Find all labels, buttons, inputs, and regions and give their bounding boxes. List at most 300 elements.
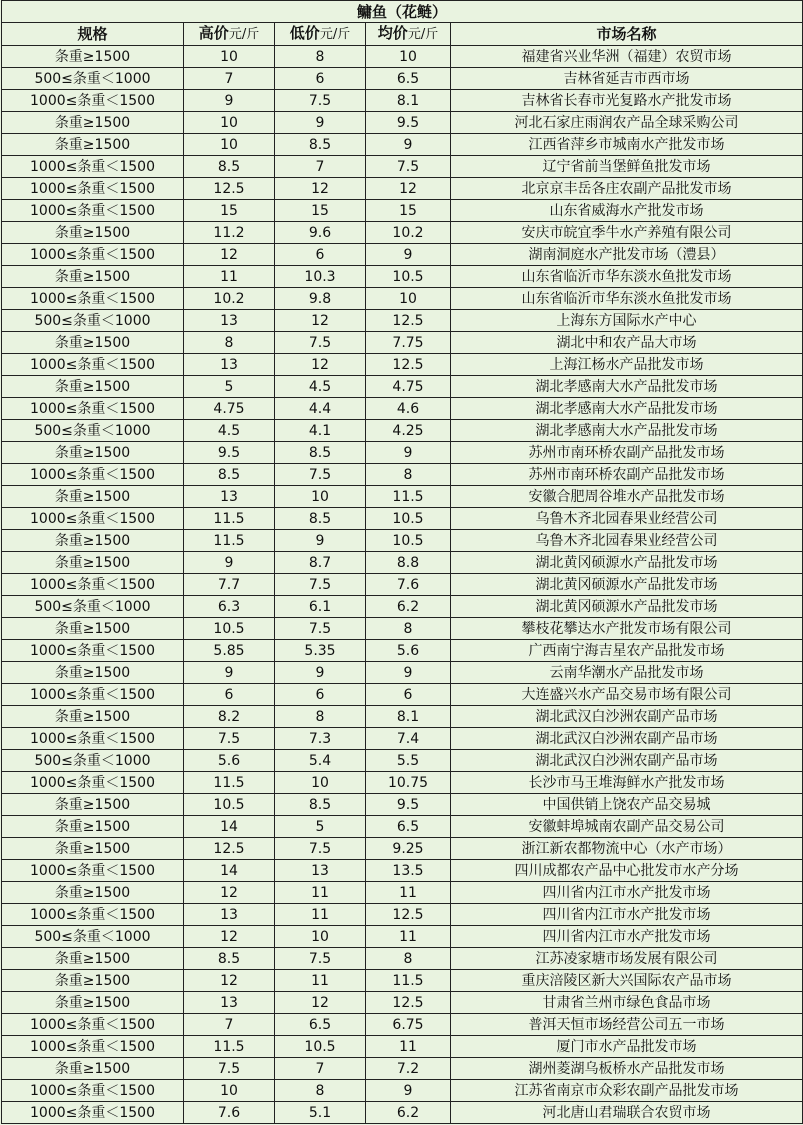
table-row bbox=[2, 992, 803, 1014]
table-row bbox=[2, 178, 803, 200]
header-high-label: 高价 bbox=[198, 24, 229, 42]
cell-market: 云南华潮水产品批发市场 bbox=[451, 662, 803, 684]
cell-avg-price: 11.5 bbox=[366, 970, 451, 992]
cell-market: 普洱天恒市场经营公司五一市场 bbox=[451, 1014, 803, 1036]
cell-market: 江苏凌家塘市场发展有限公司 bbox=[451, 948, 803, 970]
cell-avg-price: 9.5 bbox=[366, 794, 451, 816]
table-row bbox=[2, 68, 803, 90]
cell-low-price: 9 bbox=[275, 112, 366, 134]
cell-avg-price: 6.5 bbox=[366, 816, 451, 838]
table-row bbox=[2, 596, 803, 618]
cell-spec: 1000≤条重＜1500 bbox=[2, 354, 184, 376]
cell-spec: 1000≤条重＜1500 bbox=[2, 156, 184, 178]
cell-high-price: 11 bbox=[184, 266, 275, 288]
cell-spec: 500≤条重＜1000 bbox=[2, 310, 184, 332]
cell-low-price: 6 bbox=[275, 244, 366, 266]
cell-avg-price: 5.5 bbox=[366, 750, 451, 772]
header-low-unit: 元/斤 bbox=[319, 27, 351, 42]
cell-spec: 1000≤条重＜1500 bbox=[2, 178, 184, 200]
cell-market: 湖南洞庭水产批发市场（澧县） bbox=[451, 244, 803, 266]
cell-market: 上海东方国际水产中心 bbox=[451, 310, 803, 332]
table-row bbox=[2, 222, 803, 244]
cell-market: 厦门市水产品批发市场 bbox=[451, 1036, 803, 1058]
cell-avg-price: 7.5 bbox=[366, 156, 451, 178]
table-row bbox=[2, 244, 803, 266]
cell-low-price: 7.5 bbox=[275, 464, 366, 486]
cell-low-price: 6 bbox=[275, 684, 366, 706]
cell-spec: 条重≥1500 bbox=[2, 794, 184, 816]
table-row bbox=[2, 948, 803, 970]
table-row bbox=[2, 112, 803, 134]
cell-market: 福建省兴业华洲（福建）农贸市场 bbox=[451, 46, 803, 68]
cell-low-price: 4.5 bbox=[275, 376, 366, 398]
cell-high-price: 10.5 bbox=[184, 618, 275, 640]
cell-high-price: 8 bbox=[184, 332, 275, 354]
cell-low-price: 12 bbox=[275, 354, 366, 376]
cell-avg-price: 4.25 bbox=[366, 420, 451, 442]
table-row bbox=[2, 574, 803, 596]
cell-low-price: 8 bbox=[275, 706, 366, 728]
header-avg-label: 均价 bbox=[377, 24, 408, 42]
header-spec: 规格 bbox=[2, 23, 184, 46]
cell-market: 湖北孝感南大水产品批发市场 bbox=[451, 398, 803, 420]
cell-low-price: 7.5 bbox=[275, 618, 366, 640]
cell-avg-price: 7.4 bbox=[366, 728, 451, 750]
cell-low-price: 10.3 bbox=[275, 266, 366, 288]
cell-avg-price: 9.5 bbox=[366, 112, 451, 134]
cell-avg-price: 10 bbox=[366, 46, 451, 68]
cell-low-price: 7.5 bbox=[275, 332, 366, 354]
cell-low-price: 10 bbox=[275, 486, 366, 508]
cell-high-price: 12 bbox=[184, 926, 275, 948]
cell-avg-price: 11 bbox=[366, 882, 451, 904]
header-low-label: 低价 bbox=[289, 24, 320, 42]
cell-high-price: 12.5 bbox=[184, 178, 275, 200]
cell-avg-price: 7.75 bbox=[366, 332, 451, 354]
cell-avg-price: 6.5 bbox=[366, 68, 451, 90]
cell-high-price: 6.3 bbox=[184, 596, 275, 618]
cell-avg-price: 7.6 bbox=[366, 574, 451, 596]
table-row bbox=[2, 728, 803, 750]
table-row bbox=[2, 420, 803, 442]
cell-market: 江苏省南京市众彩农副产品批发市场 bbox=[451, 1080, 803, 1102]
cell-spec: 1000≤条重＜1500 bbox=[2, 398, 184, 420]
cell-low-price: 8.5 bbox=[275, 134, 366, 156]
cell-high-price: 10 bbox=[184, 134, 275, 156]
cell-spec: 条重≥1500 bbox=[2, 618, 184, 640]
cell-spec: 500≤条重＜1000 bbox=[2, 596, 184, 618]
cell-spec: 条重≥1500 bbox=[2, 486, 184, 508]
cell-avg-price: 10.5 bbox=[366, 530, 451, 552]
cell-market: 山东省临沂市华东淡水鱼批发市场 bbox=[451, 266, 803, 288]
cell-avg-price: 9 bbox=[366, 1080, 451, 1102]
cell-spec: 1000≤条重＜1500 bbox=[2, 1102, 184, 1124]
cell-low-price: 12 bbox=[275, 992, 366, 1014]
cell-low-price: 12 bbox=[275, 178, 366, 200]
cell-high-price: 11.5 bbox=[184, 1036, 275, 1058]
cell-high-price: 7.5 bbox=[184, 728, 275, 750]
cell-spec: 500≤条重＜1000 bbox=[2, 420, 184, 442]
cell-high-price: 10.5 bbox=[184, 794, 275, 816]
cell-avg-price: 9 bbox=[366, 244, 451, 266]
table-row bbox=[2, 794, 803, 816]
cell-spec: 1000≤条重＜1500 bbox=[2, 772, 184, 794]
cell-high-price: 7.7 bbox=[184, 574, 275, 596]
cell-spec: 条重≥1500 bbox=[2, 816, 184, 838]
cell-low-price: 6 bbox=[275, 68, 366, 90]
cell-low-price: 8.5 bbox=[275, 442, 366, 464]
table-row bbox=[2, 530, 803, 552]
cell-high-price: 12 bbox=[184, 244, 275, 266]
cell-low-price: 15 bbox=[275, 200, 366, 222]
cell-high-price: 11.5 bbox=[184, 772, 275, 794]
cell-high-price: 14 bbox=[184, 816, 275, 838]
cell-spec: 条重≥1500 bbox=[2, 134, 184, 156]
cell-market: 吉林省长春市光复路水产批发市场 bbox=[451, 90, 803, 112]
cell-low-price: 8 bbox=[275, 1080, 366, 1102]
cell-spec: 条重≥1500 bbox=[2, 1058, 184, 1080]
cell-low-price: 5 bbox=[275, 816, 366, 838]
table-row bbox=[2, 552, 803, 574]
cell-low-price: 8.5 bbox=[275, 508, 366, 530]
cell-high-price: 13 bbox=[184, 354, 275, 376]
cell-spec: 条重≥1500 bbox=[2, 442, 184, 464]
cell-avg-price: 8 bbox=[366, 948, 451, 970]
table-title: 鳙鱼（花鲢） bbox=[2, 1, 803, 23]
cell-avg-price: 10.2 bbox=[366, 222, 451, 244]
cell-high-price: 7 bbox=[184, 68, 275, 90]
cell-high-price: 11.2 bbox=[184, 222, 275, 244]
table-row bbox=[2, 134, 803, 156]
cell-avg-price: 11 bbox=[366, 926, 451, 948]
cell-market: 河北石家庄雨润农产品全球采购公司 bbox=[451, 112, 803, 134]
cell-avg-price: 15 bbox=[366, 200, 451, 222]
cell-low-price: 9.6 bbox=[275, 222, 366, 244]
table-row bbox=[2, 860, 803, 882]
cell-avg-price: 8.1 bbox=[366, 90, 451, 112]
cell-spec: 1000≤条重＜1500 bbox=[2, 684, 184, 706]
cell-market: 湖北武汉白沙洲农副产品市场 bbox=[451, 750, 803, 772]
cell-market: 甘肃省兰州市绿色食品市场 bbox=[451, 992, 803, 1014]
cell-market: 湖北武汉白沙洲农副产品市场 bbox=[451, 706, 803, 728]
table-row bbox=[2, 90, 803, 112]
cell-spec: 条重≥1500 bbox=[2, 948, 184, 970]
table-row bbox=[2, 288, 803, 310]
cell-spec: 1000≤条重＜1500 bbox=[2, 508, 184, 530]
table-row bbox=[2, 508, 803, 530]
cell-low-price: 9.8 bbox=[275, 288, 366, 310]
cell-market: 湖北孝感南大水产品批发市场 bbox=[451, 420, 803, 442]
cell-market: 山东省临沂市华东淡水鱼批发市场 bbox=[451, 288, 803, 310]
cell-low-price: 7.5 bbox=[275, 838, 366, 860]
header-low-price bbox=[275, 23, 366, 46]
cell-high-price: 9 bbox=[184, 90, 275, 112]
cell-market: 苏州市南环桥农副产品批发市场 bbox=[451, 464, 803, 486]
cell-spec: 条重≥1500 bbox=[2, 970, 184, 992]
table-row bbox=[2, 442, 803, 464]
cell-high-price: 12 bbox=[184, 970, 275, 992]
cell-market: 乌鲁木齐北园春果业经营公司 bbox=[451, 508, 803, 530]
cell-low-price: 6.5 bbox=[275, 1014, 366, 1036]
cell-high-price: 13 bbox=[184, 486, 275, 508]
cell-high-price: 10 bbox=[184, 112, 275, 134]
table-row bbox=[2, 882, 803, 904]
cell-spec: 条重≥1500 bbox=[2, 838, 184, 860]
cell-avg-price: 10.75 bbox=[366, 772, 451, 794]
cell-spec: 条重≥1500 bbox=[2, 376, 184, 398]
cell-market: 四川省内江市水产批发市场 bbox=[451, 904, 803, 926]
cell-market: 湖北中和农产品大市场 bbox=[451, 332, 803, 354]
table-row bbox=[2, 1080, 803, 1102]
cell-spec: 条重≥1500 bbox=[2, 662, 184, 684]
table-row bbox=[2, 772, 803, 794]
cell-low-price: 13 bbox=[275, 860, 366, 882]
cell-high-price: 11.5 bbox=[184, 508, 275, 530]
table-row bbox=[2, 332, 803, 354]
table-row bbox=[2, 310, 803, 332]
header-avg-unit: 元/斤 bbox=[407, 27, 439, 42]
cell-market: 湖北孝感南大水产品批发市场 bbox=[451, 376, 803, 398]
cell-avg-price: 6.2 bbox=[366, 1102, 451, 1124]
cell-avg-price: 12 bbox=[366, 178, 451, 200]
cell-low-price: 6.1 bbox=[275, 596, 366, 618]
cell-high-price: 12.5 bbox=[184, 838, 275, 860]
cell-low-price: 9 bbox=[275, 662, 366, 684]
header-avg-price bbox=[366, 23, 451, 46]
cell-low-price: 5.4 bbox=[275, 750, 366, 772]
cell-low-price: 7 bbox=[275, 156, 366, 178]
table-row bbox=[2, 464, 803, 486]
cell-avg-price: 10.5 bbox=[366, 266, 451, 288]
cell-market: 四川省内江市水产批发市场 bbox=[451, 882, 803, 904]
cell-spec: 1000≤条重＜1500 bbox=[2, 90, 184, 112]
cell-avg-price: 13.5 bbox=[366, 860, 451, 882]
cell-high-price: 5.6 bbox=[184, 750, 275, 772]
cell-spec: 1000≤条重＜1500 bbox=[2, 244, 184, 266]
cell-high-price: 7.6 bbox=[184, 1102, 275, 1124]
cell-low-price: 4.1 bbox=[275, 420, 366, 442]
table-row bbox=[2, 750, 803, 772]
cell-avg-price: 8.8 bbox=[366, 552, 451, 574]
cell-avg-price: 8 bbox=[366, 464, 451, 486]
cell-market: 湖北黄冈硕源水产品批发市场 bbox=[451, 574, 803, 596]
cell-market: 北京京丰岳各庄农副产品批发市场 bbox=[451, 178, 803, 200]
cell-avg-price: 9 bbox=[366, 442, 451, 464]
cell-spec: 1000≤条重＜1500 bbox=[2, 904, 184, 926]
cell-avg-price: 11.5 bbox=[366, 486, 451, 508]
cell-low-price: 8 bbox=[275, 46, 366, 68]
table-row bbox=[2, 354, 803, 376]
cell-market: 苏州市南环桥农副产品批发市场 bbox=[451, 442, 803, 464]
cell-spec: 1000≤条重＜1500 bbox=[2, 728, 184, 750]
cell-high-price: 13 bbox=[184, 992, 275, 1014]
table-row bbox=[2, 376, 803, 398]
cell-low-price: 10 bbox=[275, 926, 366, 948]
cell-spec: 1000≤条重＜1500 bbox=[2, 1080, 184, 1102]
cell-market: 四川成都农产品中心批发市水产分场 bbox=[451, 860, 803, 882]
cell-low-price: 4.4 bbox=[275, 398, 366, 420]
cell-high-price: 4.75 bbox=[184, 398, 275, 420]
cell-market: 河北唐山君瑞联合农贸市场 bbox=[451, 1102, 803, 1124]
cell-high-price: 8.5 bbox=[184, 156, 275, 178]
cell-spec: 1000≤条重＜1500 bbox=[2, 1014, 184, 1036]
table-row bbox=[2, 662, 803, 684]
table-row bbox=[2, 970, 803, 992]
cell-spec: 500≤条重＜1000 bbox=[2, 926, 184, 948]
table-row bbox=[2, 1058, 803, 1080]
cell-avg-price: 4.75 bbox=[366, 376, 451, 398]
cell-high-price: 7 bbox=[184, 1014, 275, 1036]
cell-spec: 条重≥1500 bbox=[2, 882, 184, 904]
cell-market: 重庆涪陵区新大兴国际农产品市场 bbox=[451, 970, 803, 992]
cell-avg-price: 12.5 bbox=[366, 310, 451, 332]
cell-high-price: 9.5 bbox=[184, 442, 275, 464]
cell-high-price: 7.5 bbox=[184, 1058, 275, 1080]
cell-high-price: 13 bbox=[184, 904, 275, 926]
cell-market: 湖州菱湖乌板桥水产品批发市场 bbox=[451, 1058, 803, 1080]
table-row bbox=[2, 926, 803, 948]
cell-low-price: 7.5 bbox=[275, 90, 366, 112]
cell-high-price: 9 bbox=[184, 662, 275, 684]
table-row bbox=[2, 618, 803, 640]
cell-market: 大连盛兴水产品交易市场有限公司 bbox=[451, 684, 803, 706]
cell-low-price: 8.5 bbox=[275, 794, 366, 816]
cell-low-price: 10 bbox=[275, 772, 366, 794]
cell-spec: 500≤条重＜1000 bbox=[2, 68, 184, 90]
cell-avg-price: 8 bbox=[366, 618, 451, 640]
cell-avg-price: 9 bbox=[366, 134, 451, 156]
cell-spec: 1000≤条重＜1500 bbox=[2, 200, 184, 222]
cell-low-price: 5.35 bbox=[275, 640, 366, 662]
cell-low-price: 7.3 bbox=[275, 728, 366, 750]
table-row bbox=[2, 706, 803, 728]
cell-low-price: 11 bbox=[275, 970, 366, 992]
cell-avg-price: 11 bbox=[366, 1036, 451, 1058]
cell-market: 安庆市皖宜季牛水产养殖有限公司 bbox=[451, 222, 803, 244]
table-row bbox=[2, 46, 803, 68]
header-high-price bbox=[184, 23, 275, 46]
header-market: 市场名称 bbox=[451, 23, 803, 46]
cell-spec: 1000≤条重＜1500 bbox=[2, 288, 184, 310]
cell-avg-price: 10 bbox=[366, 288, 451, 310]
table-row bbox=[2, 156, 803, 178]
cell-avg-price: 6.75 bbox=[366, 1014, 451, 1036]
cell-market: 安徽蚌埠城南农副产品交易公司 bbox=[451, 816, 803, 838]
cell-market: 吉林省延吉市西市场 bbox=[451, 68, 803, 90]
table-row bbox=[2, 200, 803, 222]
cell-high-price: 9 bbox=[184, 552, 275, 574]
table-row bbox=[2, 398, 803, 420]
cell-avg-price: 12.5 bbox=[366, 992, 451, 1014]
table-row bbox=[2, 486, 803, 508]
cell-high-price: 5.85 bbox=[184, 640, 275, 662]
cell-spec: 条重≥1500 bbox=[2, 46, 184, 68]
table-row bbox=[2, 1014, 803, 1036]
cell-high-price: 5 bbox=[184, 376, 275, 398]
cell-avg-price: 7.2 bbox=[366, 1058, 451, 1080]
cell-market: 湖北黄冈硕源水产品批发市场 bbox=[451, 596, 803, 618]
cell-high-price: 15 bbox=[184, 200, 275, 222]
cell-low-price: 10.5 bbox=[275, 1036, 366, 1058]
cell-spec: 条重≥1500 bbox=[2, 266, 184, 288]
title-row bbox=[2, 1, 803, 23]
cell-avg-price: 4.6 bbox=[366, 398, 451, 420]
cell-spec: 条重≥1500 bbox=[2, 706, 184, 728]
cell-market: 广西南宁海吉星农产品批发市场 bbox=[451, 640, 803, 662]
cell-high-price: 8.5 bbox=[184, 948, 275, 970]
table-row bbox=[2, 684, 803, 706]
cell-market: 湖北黄冈硕源水产品批发市场 bbox=[451, 552, 803, 574]
cell-high-price: 11.5 bbox=[184, 530, 275, 552]
cell-spec: 1000≤条重＜1500 bbox=[2, 574, 184, 596]
cell-market: 长沙市马王堆海鲜水产批发市场 bbox=[451, 772, 803, 794]
cell-spec: 条重≥1500 bbox=[2, 992, 184, 1014]
cell-high-price: 4.5 bbox=[184, 420, 275, 442]
header-row bbox=[2, 23, 803, 46]
cell-high-price: 8.2 bbox=[184, 706, 275, 728]
cell-market: 辽宁省前当堡鲜鱼批发市场 bbox=[451, 156, 803, 178]
table-row bbox=[2, 1102, 803, 1124]
cell-spec: 1000≤条重＜1500 bbox=[2, 464, 184, 486]
cell-low-price: 11 bbox=[275, 882, 366, 904]
cell-spec: 1000≤条重＜1500 bbox=[2, 860, 184, 882]
cell-low-price: 7 bbox=[275, 1058, 366, 1080]
cell-market: 山东省威海水产批发市场 bbox=[451, 200, 803, 222]
cell-high-price: 10.2 bbox=[184, 288, 275, 310]
price-table bbox=[1, 0, 803, 1124]
cell-avg-price: 10.5 bbox=[366, 508, 451, 530]
cell-avg-price: 12.5 bbox=[366, 904, 451, 926]
table-row bbox=[2, 816, 803, 838]
cell-low-price: 5.1 bbox=[275, 1102, 366, 1124]
cell-spec: 1000≤条重＜1500 bbox=[2, 640, 184, 662]
header-high-unit: 元/斤 bbox=[228, 27, 260, 42]
cell-spec: 条重≥1500 bbox=[2, 530, 184, 552]
cell-market: 江西省萍乡市城南水产批发市场 bbox=[451, 134, 803, 156]
cell-high-price: 12 bbox=[184, 882, 275, 904]
cell-avg-price: 12.5 bbox=[366, 354, 451, 376]
cell-low-price: 7.5 bbox=[275, 948, 366, 970]
cell-spec: 条重≥1500 bbox=[2, 112, 184, 134]
table-row bbox=[2, 640, 803, 662]
cell-market: 安徽合肥周谷堆水产品批发市场 bbox=[451, 486, 803, 508]
cell-market: 四川省内江市水产批发市场 bbox=[451, 926, 803, 948]
cell-high-price: 10 bbox=[184, 46, 275, 68]
cell-spec: 条重≥1500 bbox=[2, 552, 184, 574]
table-row bbox=[2, 838, 803, 860]
cell-avg-price: 5.6 bbox=[366, 640, 451, 662]
cell-market: 上海江杨水产品批发市场 bbox=[451, 354, 803, 376]
cell-high-price: 8.5 bbox=[184, 464, 275, 486]
cell-high-price: 6 bbox=[184, 684, 275, 706]
cell-low-price: 9 bbox=[275, 530, 366, 552]
cell-market: 浙江新农都物流中心（水产市场） bbox=[451, 838, 803, 860]
cell-low-price: 12 bbox=[275, 310, 366, 332]
table-body bbox=[2, 46, 803, 1124]
cell-avg-price: 9 bbox=[366, 662, 451, 684]
cell-market: 中国供销上饶农产品交易城 bbox=[451, 794, 803, 816]
cell-high-price: 14 bbox=[184, 860, 275, 882]
cell-avg-price: 9.25 bbox=[366, 838, 451, 860]
cell-avg-price: 8.1 bbox=[366, 706, 451, 728]
cell-avg-price: 6 bbox=[366, 684, 451, 706]
table-row bbox=[2, 904, 803, 926]
cell-spec: 1000≤条重＜1500 bbox=[2, 1036, 184, 1058]
cell-low-price: 11 bbox=[275, 904, 366, 926]
cell-low-price: 8.7 bbox=[275, 552, 366, 574]
cell-market: 乌鲁木齐北园春果业经营公司 bbox=[451, 530, 803, 552]
cell-market: 攀枝花攀达水产批发市场有限公司 bbox=[451, 618, 803, 640]
